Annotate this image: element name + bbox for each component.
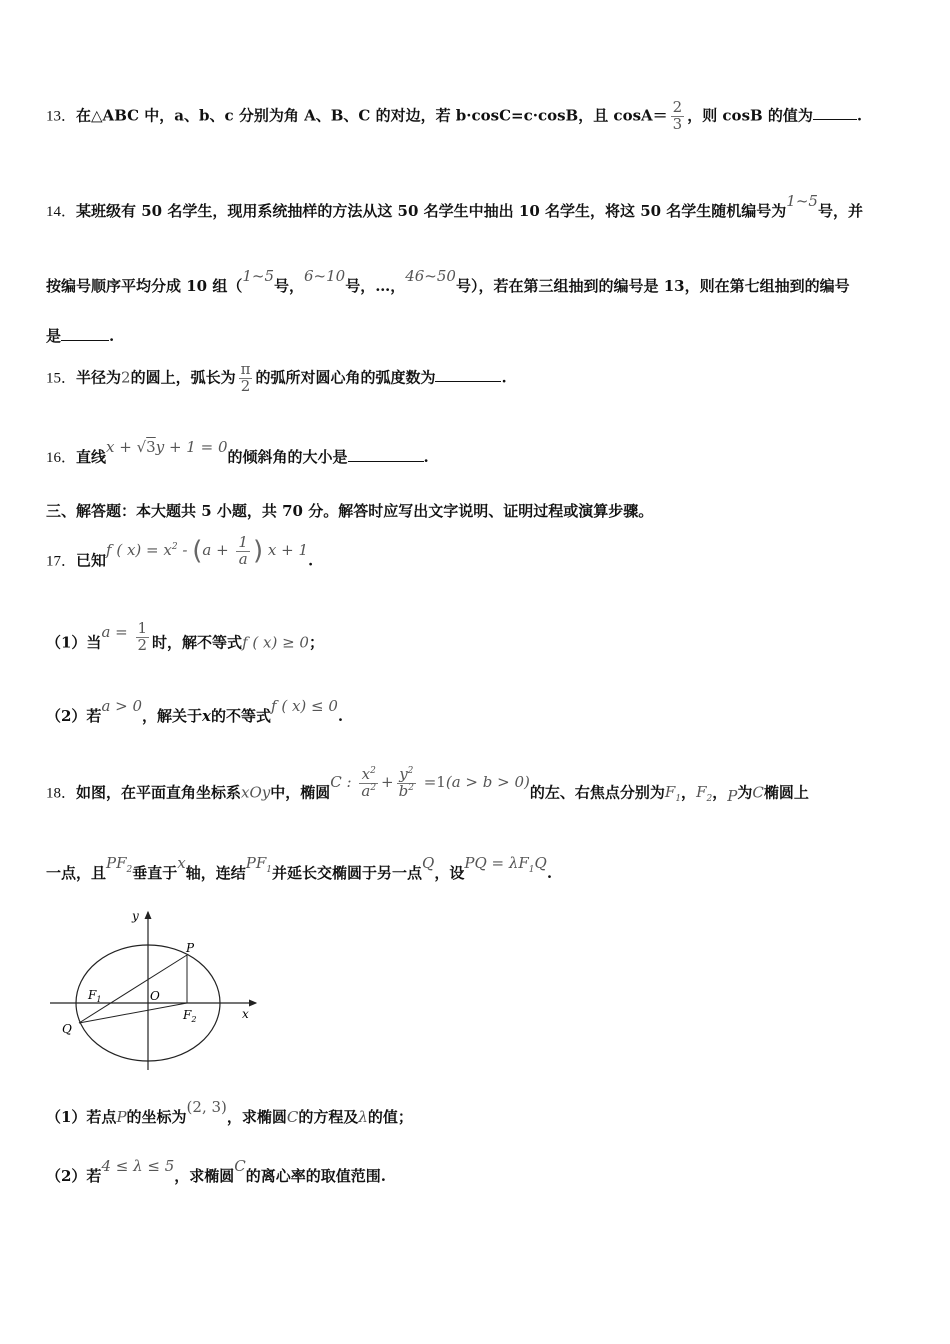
math-sqrt: 3 — [146, 438, 156, 456]
question-14-line2: 按编号顺序平均分成 10 组（1~5号，6~10号，…，46~50号），若在第三组抽到的编号是 13，则在第七组抽到的编号 — [46, 267, 850, 295]
question-text: 直线 — [76, 448, 107, 466]
question-18-part2: （2）若4 ≤ λ ≤ 5，求椭圆C的离心率的取值范围. — [46, 1157, 386, 1185]
question-18-line2: 一点，且$PF_2$垂直于x轴，连结$PF_1$并延长交椭圆于另一点Q，设PQ = $\lambda F_1Q$. — [46, 854, 553, 882]
question-number: 14． — [46, 204, 77, 220]
question-number: 13． — [46, 108, 77, 125]
ellipse-figure — [46, 906, 266, 1076]
answer-blank — [435, 369, 501, 382]
question-13: 13．在△ABC 中，a、b、c 分别为角 A、B、C 的对边，若 b·cosC=c·cosB，且 cosA＝ $\frac{2}{3}$ ，则 cosB 的值为 . — [46, 98, 863, 133]
label-f2: $F_2$ — [183, 1008, 197, 1024]
fraction: $\frac{y^2}{b^2}$ — [398, 765, 414, 800]
question-15: 15．半径为2的圆上，弧长为 $\frac{\pi}{2}$ 的弧所对圆心角的弧度数为 . — [46, 360, 507, 395]
fraction: $\frac{1}{a}$ — [238, 533, 248, 568]
question-text: ，则 cosB 的值为 — [687, 106, 813, 125]
fraction: $\frac{2}{3}$ — [672, 98, 683, 133]
label-p: P — [186, 941, 195, 955]
answer-blank — [348, 449, 424, 462]
question-18-part1: （1）若点P的坐标为(2, 3)，求椭圆C的方程及λ的值； — [46, 1098, 413, 1126]
question-text: 按编号顺序平均分成 10 组（ — [46, 277, 243, 295]
fraction: $\frac{x^2}{a^2}$ — [361, 765, 377, 800]
label-f1: $F_1$ — [88, 988, 102, 1004]
label-x: x — [242, 1007, 249, 1021]
answer-blank — [813, 107, 857, 120]
question-text: 在△ABC 中，a、b、c 分别为角 A、B、C 的对边，若 b·cosC=c·cosB，且 cosA＝ — [76, 106, 668, 125]
question-text: 某班级有 50 名学生，现用系统抽样的方法从这 50 名学生中抽出 10 名学生，将这 50 名学生随机编号为 — [76, 202, 787, 220]
question-17-part1: （1）当a = $\frac{1}{2}$ 时，解不等式f ( x) ≥ 0； — [46, 619, 324, 654]
math-expr: y + 1 = 0 — [155, 438, 228, 456]
question-17: 17．已知f ( $x) = x^2 - (a$ + $\frac{1}{a}$ ) x + 1. — [46, 533, 314, 570]
question-16: 16．直线x + √3y + 1 = 0的倾斜角的大小是 . — [46, 438, 429, 466]
math-range: 1~5 — [786, 192, 818, 210]
math-range: 46~50 — [405, 267, 456, 285]
answer-blank — [61, 328, 109, 341]
math-range: 1~5 — [242, 267, 274, 285]
question-text: 半径为 — [76, 368, 122, 387]
question-number: 15． — [46, 370, 77, 387]
label-q: Q — [62, 1022, 72, 1036]
fraction: $\frac{\pi}{2}$ — [240, 360, 251, 395]
math-range: 6~10 — [304, 267, 346, 285]
question-17-part2: （2）若a > 0，解关于x的不等式f ( x) ≤ 0. — [46, 697, 344, 725]
math-radius: 2 — [121, 368, 131, 387]
question-14-line3: 是 . — [46, 327, 115, 345]
question-number: 16． — [46, 450, 77, 466]
question-text: 已知 — [76, 551, 107, 570]
section-heading: 三、解答题：本大题共 5 小题，共 70 分。解答时应写出文字说明、证明过程或演算步骤。 — [46, 502, 654, 520]
label-y: y — [132, 909, 139, 923]
question-number: 17． — [46, 553, 77, 570]
fraction: $\frac{1}{2}$ — [137, 619, 148, 654]
label-o: O — [150, 989, 160, 1003]
question-number: 18． — [46, 785, 77, 802]
question-14-line1: 14．某班级有 50 名学生，现用系统抽样的方法从这 50 名学生中抽出 10 名学生，将这 50 名学生随机编号为1~5号，并 — [46, 192, 863, 220]
math-expr: x + — [106, 438, 137, 456]
question-18-line1: 18．如图，在平面直角坐标系xOy中，椭圆C : $\frac{x^2}{a^2}$ + $\frac{y^2}{b^2}$ =1(a > b > 0)的左、右焦点分别为$F_1$，$F_2$，P为C椭圆上 — [46, 765, 809, 806]
